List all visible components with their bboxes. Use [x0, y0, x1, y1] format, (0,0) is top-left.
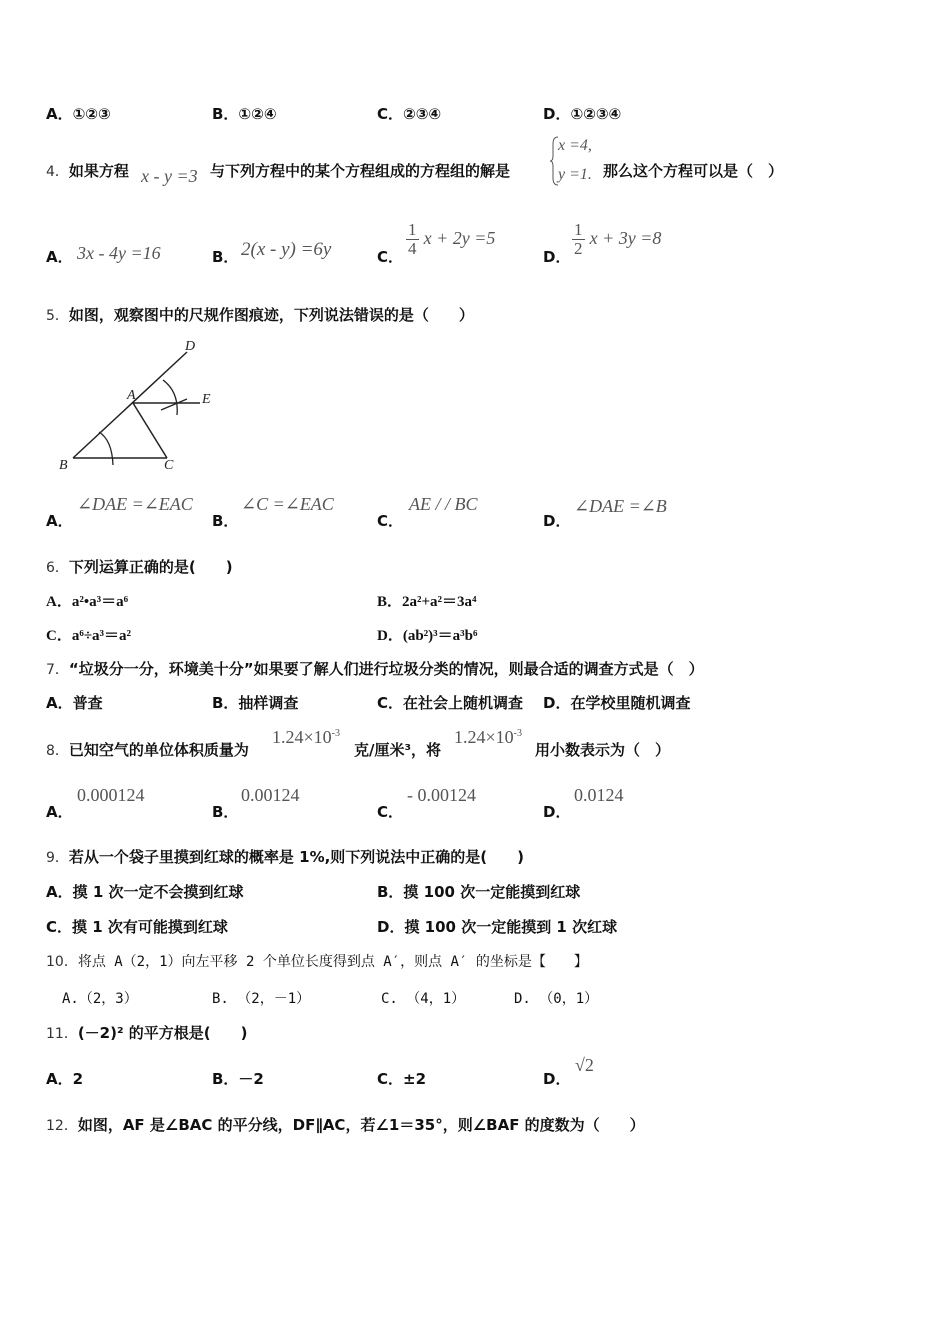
- question-10-stem: [46, 951, 588, 971]
- question-number: 6．: [46, 560, 69, 576]
- question-text: 如图，AF 是∠BAC 的平分线，DF∥AC，若∠1＝35°，则∠BAF 的度数为（ ）: [77, 1116, 645, 1134]
- question-4-stem: [46, 160, 129, 181]
- q4-option-c-rest: x + 2y =5: [423, 228, 496, 248]
- question-9-stem: [46, 846, 524, 867]
- label-c: C: [164, 458, 174, 473]
- question-text: 若从一个袋子里摸到红球的概率是 1%,则下列说法中正确的是( ): [68, 848, 525, 866]
- q8-option-c-math: - 0.00124: [407, 785, 476, 805]
- q8-mantissa: 1.24×10: [454, 727, 514, 747]
- question-text: 如果方程: [68, 162, 129, 180]
- q4-option-d-label: D．: [543, 248, 571, 266]
- question-number: 10．: [46, 954, 78, 970]
- q5-option-c-math: AE / / BC: [409, 494, 478, 514]
- q9-option-c: C．摸 1 次有可能摸到红球: [46, 918, 228, 936]
- q4-option-c-math: [406, 221, 495, 258]
- label-e: E: [202, 392, 211, 407]
- q11-option-b: B．－2: [212, 1070, 264, 1088]
- q8-value-1: [272, 727, 340, 748]
- q7-option-d: D．在学校里随机调查: [543, 694, 691, 712]
- q8-option-b-math: 0.00124: [241, 785, 300, 805]
- q8-exponent: -3: [331, 728, 340, 739]
- label-b: B: [59, 458, 68, 473]
- q10-option-d: D. （0，1）: [514, 991, 599, 1007]
- q10-option-a: A.（2，3）: [62, 991, 138, 1007]
- question-number: 4．: [46, 164, 69, 180]
- question-text: 下列运算正确的是( ): [68, 558, 233, 576]
- q7-option-a: A．普查: [46, 694, 103, 712]
- q4-option-b-label: B．: [212, 248, 239, 266]
- question-number: 11．: [46, 1026, 78, 1042]
- fraction-denominator: 2: [574, 239, 583, 258]
- question-text: “垃圾分一分，环境美十分”如果要了解人们进行垃圾分类的情况，则最合适的调查方式是（ ）: [68, 660, 704, 678]
- arc-at-b: [99, 432, 113, 465]
- q8-value-2: [454, 727, 522, 748]
- fraction-denominator: 4: [408, 239, 417, 258]
- q3-option-b: B．①②④: [212, 105, 277, 123]
- construction-figure: [55, 335, 225, 475]
- q10-option-c: C. （4，1）: [381, 991, 466, 1007]
- q8-option-d-math: 0.0124: [574, 785, 624, 805]
- q8-option-b-label: B．: [212, 803, 239, 821]
- q5-option-d-label: D．: [543, 512, 571, 530]
- question-number: 8．: [46, 743, 69, 759]
- question-number: 12．: [46, 1118, 78, 1134]
- q4-option-c-label: C．: [377, 248, 404, 266]
- fraction-numerator: 1: [574, 220, 583, 239]
- q8-option-a-math: 0.000124: [77, 785, 145, 805]
- construction-diagram: [55, 335, 225, 475]
- q5-option-b-math: ∠C =∠EAC: [241, 494, 334, 514]
- q11-option-c: C．±2: [377, 1070, 427, 1088]
- q7-option-b: B．抽样调查: [212, 694, 299, 712]
- q8-option-d-label: D．: [543, 803, 571, 821]
- q8-exponent: -3: [513, 728, 522, 739]
- question-5-stem: [46, 304, 474, 325]
- q4-system-y: y =1.: [558, 166, 592, 183]
- q11-option-a: A．2: [46, 1070, 84, 1088]
- q4-post-text: 那么这个方程可以是（ ）: [603, 162, 784, 180]
- q4-option-d-math: [572, 221, 661, 258]
- question-8-stem: [46, 739, 249, 760]
- label-d: D: [185, 339, 196, 354]
- q6-option-c: C．a⁶÷a³＝a²: [46, 628, 132, 644]
- q5-option-b-label: B．: [212, 512, 239, 530]
- fraction-numerator: 1: [408, 220, 417, 239]
- q4-system-x: x =4,: [558, 137, 592, 154]
- question-number: 5．: [46, 308, 69, 324]
- q4-mid-text: 与下列方程中的某个方程组成的方程组的解是: [210, 162, 511, 180]
- question-text: 如图，观察图中的尺规作图痕迹，下列说法错误的是（ ）: [68, 306, 474, 324]
- q5-option-a-label: A．: [46, 512, 73, 530]
- q5-option-d-math: ∠DAE =∠B: [574, 496, 667, 516]
- q4-option-a-math: 3x - 4y =16: [77, 243, 161, 263]
- q5-option-c-label: C．: [377, 512, 404, 530]
- q3-option-d: D．①②③④: [543, 105, 622, 123]
- q4-equation: [141, 166, 198, 187]
- label-a: A: [127, 388, 136, 403]
- q4-eq-right: =3: [171, 166, 198, 186]
- q4-option-a-label: A．: [46, 248, 73, 266]
- segment-ac: [133, 403, 167, 458]
- question-number: 9．: [46, 850, 69, 866]
- q4-eq-y: y: [163, 166, 172, 186]
- q4-option-d-rest: x + 3y =8: [589, 228, 662, 248]
- q8-unit-text: 克/厘米³，将: [354, 741, 442, 759]
- q9-option-b: B．摸 100 次一定能摸到红球: [377, 883, 581, 901]
- q9-option-d: D．摸 100 次一定能摸到 1 次红球: [377, 918, 618, 936]
- q11-option-d-math: √2: [575, 1055, 594, 1075]
- arc-at-a: [163, 380, 177, 415]
- q10-option-b: B. （2，－1）: [212, 991, 311, 1007]
- question-text: (－2)² 的平方根是( ): [77, 1024, 248, 1042]
- q7-option-c: C．在社会上随机调查: [377, 694, 524, 712]
- q6-option-b: B．2a²+a²＝3a⁴: [377, 594, 477, 610]
- q8-option-c-label: C．: [377, 803, 404, 821]
- q4-eq-left: x -: [141, 166, 164, 186]
- q4-option-b-math: 2(x - y) =6y: [241, 239, 332, 260]
- q9-option-a: A．摸 1 次一定不会摸到红球: [46, 883, 244, 901]
- q8-mantissa: 1.24×10: [272, 727, 332, 747]
- q8-post-text: 用小数表示为（ ）: [535, 741, 671, 759]
- question-6-stem: [46, 556, 233, 577]
- question-number: 7．: [46, 662, 69, 678]
- question-11-stem: [46, 1022, 247, 1043]
- q6-option-a: A．a²•a³＝a⁶: [46, 594, 129, 610]
- question-12-stem: [46, 1114, 645, 1135]
- q11-option-d-label: D．: [543, 1070, 571, 1088]
- question-text: 已知空气的单位体积质量为: [68, 741, 249, 759]
- line-bd: [73, 352, 187, 458]
- q6-option-d: D．(ab²)³＝a³b⁶: [377, 628, 478, 644]
- question-7-stem: [46, 658, 704, 679]
- arc-mark: [161, 399, 187, 410]
- q3-option-c: C．②③④: [377, 105, 442, 123]
- q3-option-a: A．①②③: [46, 105, 111, 123]
- q8-option-a-label: A．: [46, 803, 73, 821]
- q5-option-a-math: ∠DAE =∠EAC: [77, 494, 193, 514]
- question-text: 将点 A（2，1）向左平移 2 个单位长度得到点 A′，则点 A′ 的坐标是【 】: [77, 954, 588, 970]
